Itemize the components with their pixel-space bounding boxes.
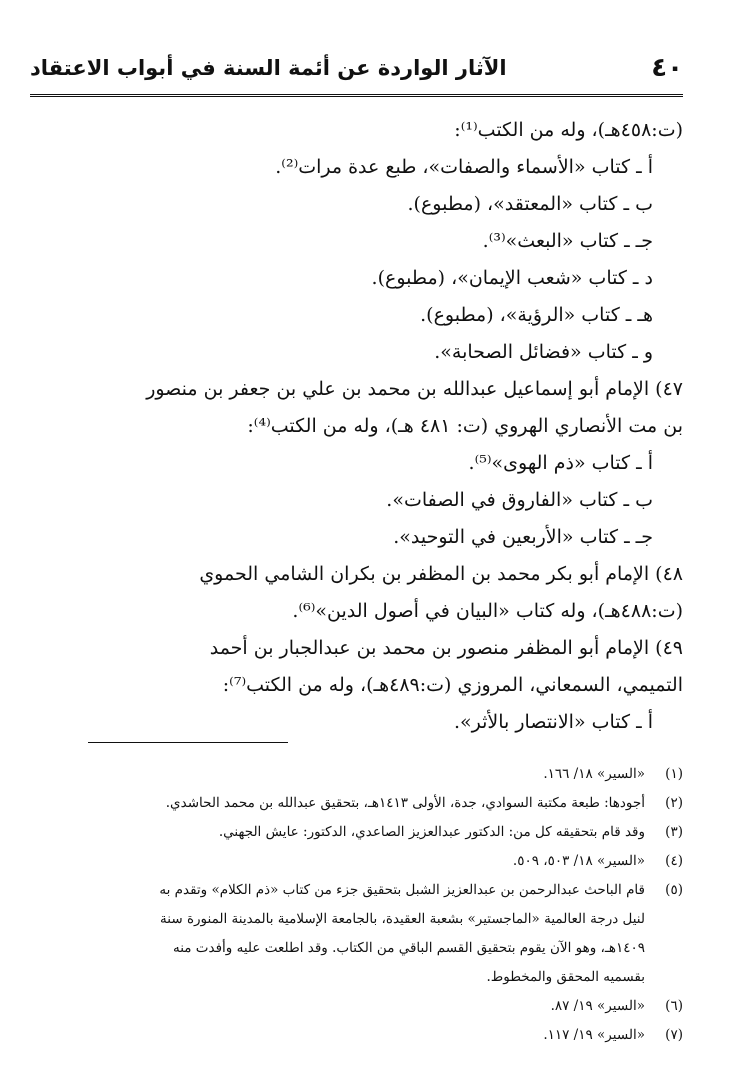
footnote-divider (88, 742, 288, 743)
footnote (3, 818, 683, 847)
footnote-number: (٦) (665, 998, 683, 1014)
footnote-number: (٤) (665, 853, 683, 869)
footnote-text: «السير» ١٨/ ١٦٦. (543, 766, 645, 782)
scholar-entry: ٤٨) الإمام أبو بكر محمد بن المظفر بن بكران الشامي الحموي (199, 563, 683, 585)
page-header (30, 48, 683, 88)
book-list-item: أ ـ كتاب «ذم الهوى»⁽⁵⁾. (468, 452, 653, 474)
book-list-item: د ـ كتاب «شعب الإيمان»، (مطبوع). (371, 267, 653, 289)
footnote-text: وقد قام بتحقيقه كل من: الدكتور عبدالعزيز الصاعدي، الدكتور: عايش الجهني. (218, 824, 645, 840)
text-line: (ت:٤٥٨هـ)، وله من الكتب⁽¹⁾: (454, 119, 683, 141)
footnote-text: «السير» ١٩/ ١١٧. (543, 1027, 645, 1043)
footnote (3, 760, 683, 789)
footnote-number: (٣) (665, 824, 683, 840)
running-title: الآثار الواردة عن أئمة السنة في أبواب الاعتقاد (30, 56, 507, 80)
book-list-item: أ ـ كتاب «الأسماء والصفات»، طبع عدة مرات⁽²⁾. (275, 156, 653, 178)
footnote-text: لنيل درجة العالمية «الماجستير» بشعبة العقيدة، بالجامعة الإسلامية بالمدينة المنورة سنة (160, 911, 645, 927)
footnote-text: قام الباحث عبدالرحمن بن عبدالعزيز الشبل بتحقيق جزء من كتاب «ذم الكلام» وتقدم به (159, 882, 645, 898)
scholar-entry: ٤٩) الإمام أبو المظفر منصور بن محمد بن عبدالجبار بن أحمد (209, 637, 683, 659)
book-list-item: هـ ـ كتاب «الرؤية»، (مطبوع). (420, 304, 653, 326)
footnote (3, 847, 683, 876)
book-list-item: جـ ـ كتاب «الأربعين في التوحيد». (393, 526, 653, 548)
book-list-item: أ ـ كتاب «الانتصار بالأثر». (453, 711, 653, 733)
footnote (3, 992, 683, 1021)
footnote (3, 876, 683, 992)
footnote-number: (١) (665, 766, 683, 782)
footnote-number: (٧) (665, 1027, 683, 1043)
footnote-text: «السير» ١٩/ ٨٧. (550, 998, 645, 1014)
main-text (23, 112, 683, 741)
footnote-number: (٥) (665, 882, 683, 898)
book-list-item: و ـ كتاب «فضائل الصحابة». (434, 341, 653, 363)
book-list-item: جـ ـ كتاب «البعث»⁽³⁾. (482, 230, 653, 252)
footnote-text: أجودها: طبعة مكتبة السوادي، جدة، الأولى ١٤١٣هـ، بتحقيق عبدالله بن محمد الحاشدي. (165, 795, 645, 811)
footnote-text: ١٤٠٩هـ، وهو الآن يقوم بتحقيق القسم الباقي من الكتاب. وقد اطلعت عليه وأفدت منه (172, 940, 645, 956)
book-list-item: ب ـ كتاب «المعتقد»، (مطبوع). (407, 193, 653, 215)
book-list-item: ب ـ كتاب «الفاروق في الصفات». (386, 489, 653, 511)
footnote-number: (٢) (665, 795, 683, 811)
page-number: ٤٠ (651, 53, 683, 83)
header-divider (30, 94, 683, 97)
text-line: التميمي، السمعاني، المروزي (ت:٤٨٩هـ)، وله من الكتب⁽⁷⁾: (222, 674, 683, 696)
footnote (3, 789, 683, 818)
text-line: (ت:٤٨٨هـ)، وله كتاب «البيان في أصول الدين»⁽⁶⁾. (292, 600, 683, 622)
footnote (3, 1021, 683, 1050)
footnote-text: بقسميه المحقق والمخطوط. (486, 969, 645, 985)
text-line: بن مت الأنصاري الهروي (ت: ٤٨١ هـ)، وله من الكتب⁽⁴⁾: (247, 415, 683, 437)
footnotes (3, 760, 683, 1050)
scholar-entry: ٤٧) الإمام أبو إسماعيل عبدالله بن محمد بن علي بن جعفر بن منصور (146, 378, 683, 400)
footnote-text: «السير» ١٨/ ٥٠٣، ٥٠٩. (512, 853, 645, 869)
